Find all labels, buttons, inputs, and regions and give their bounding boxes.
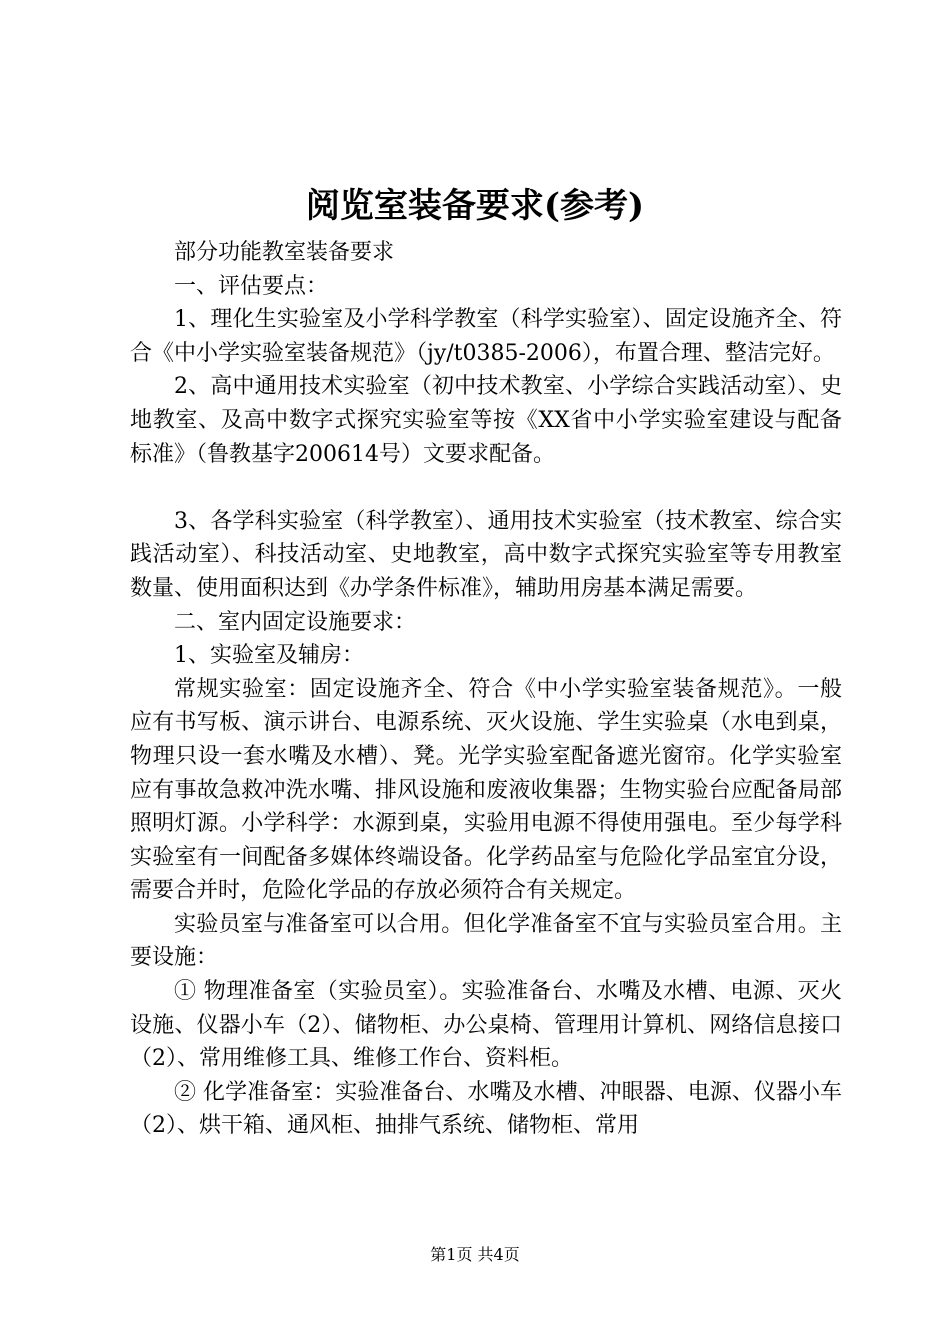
document-body (130, 236, 842, 1143)
paragraph-section-2: 二、室内固定设施要求： (174, 609, 417, 635)
paragraph-item-1: 1、理化生实验室及小学科学教室（科学实验室）、固定设施齐全、符合《中小学实验室装备规范》（jy/t0385-2006），布置合理、整洁完好。 (130, 307, 842, 366)
paragraph-heading: 部分功能教室装备要求 (174, 240, 395, 265)
paragraph-item-3: 3、各学科实验室（科学教室）、通用技术实验室（技术教室、综合实践活动室）、科技活动室、史地教室，高中数字式探究实验室等专用教室数量、使用面积达到《办学条件标准》，辅助用房基本满足需要。 (130, 508, 842, 601)
document-title: 阅览室装备要求(参考) (305, 186, 645, 226)
paragraph-subsection-1: 1、实验室及辅房： (174, 643, 364, 669)
page-footer: 第1页 共4页 (430, 1245, 520, 1264)
paragraph-regular-lab: 常规实验室：固定设施齐全、符合《中小学实验室装备规范》。一般应有书写板、演示讲台、电源系统、灭火设施、学生实验桌（水电到桌，物理只设一套水嘴及水槽）、凳。光学实验室配备遮光窗帘。化学实验室应有事故急救冲洗水嘴、排风设施和废液收集器；生物实验台应配备局部照明灯源。小学科学：水源到桌，实验用电源不得使用强电。至少每学科实验室有一间配备多媒体终端设备。化学药品室与危险化学品室宜分设，需要合并时，危险化学品的存放必须符合有关规定。 (130, 676, 842, 904)
paragraph-chemistry-prep: ② 化学准备室：实验准备台、水嘴及水槽、冲眼器、电源、仪器小车（2）、烘干箱、通风柜、抽排气系统、储物柜、常用 (130, 1079, 842, 1139)
paragraph-prep-room: 实验员室与准备室可以合用。但化学准备室不宜与实验员室合用。主要设施： (130, 911, 842, 971)
paragraph-section-1: 一、评估要点： (174, 273, 329, 299)
paragraph-physics-prep: ① 物理准备室（实验员室）。实验准备台、水嘴及水槽、电源、灭火设施、仪器小车（2）、储物柜、办公桌椅、管理用计算机、网络信息接口（2）、常用维修工具、维修工作台、资料柜。 (130, 979, 842, 1072)
paragraph-item-2: 2、高中通用技术实验室（初中技术教室、小学综合实践活动室）、史地教室、及高中数字式探究实验室等按《XX省中小学实验室建设与配备标准》（鲁教基字200614号）文要求配备。 (130, 374, 842, 467)
